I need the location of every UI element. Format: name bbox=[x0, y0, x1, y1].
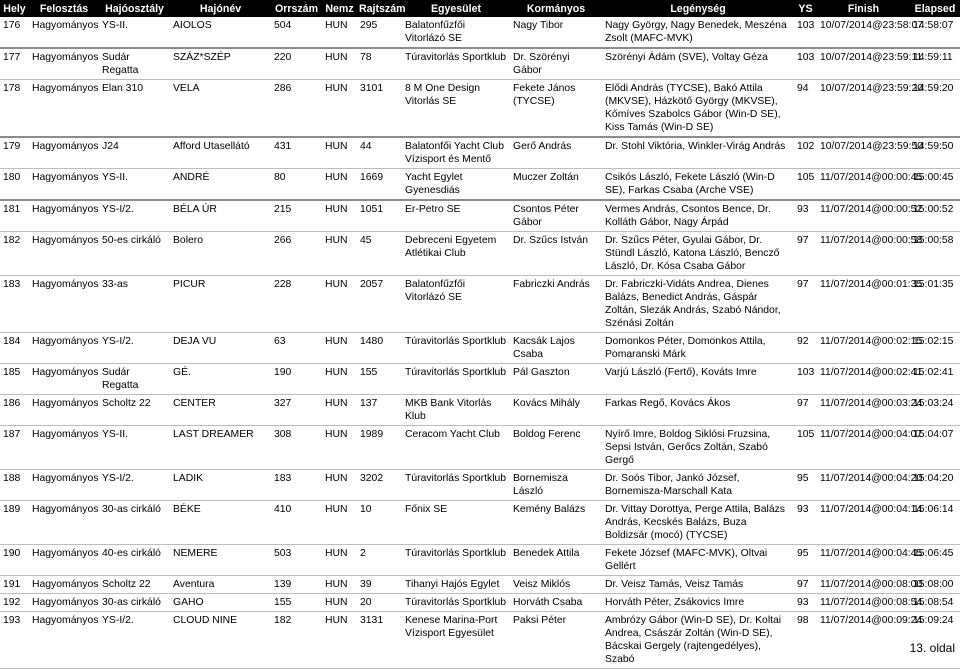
cell-start-number: 3202 bbox=[357, 470, 402, 501]
column-header-club: Egyesület bbox=[402, 0, 510, 17]
cell-crew: Elődi András (TYCSE), Bakó Attila (MKVSE), Házkötő György (MKVSE), Kőmíves Szabolcs Gábor (Win-D SE), Kiss Tamás (Win-D SE) bbox=[602, 80, 794, 138]
cell-boat-name: Afford Utasellátó bbox=[170, 137, 271, 169]
table-row bbox=[0, 17, 960, 48]
cell-boat-class: YS-I/2. bbox=[99, 200, 170, 232]
cell-ys: 103 bbox=[794, 48, 817, 80]
page-number: 13. oldal bbox=[909, 641, 955, 655]
table-row bbox=[0, 137, 960, 169]
cell-crew: Dr. Vittay Dorottya, Perge Attila, Balázs András, Kecskés Balázs, Buza Boldizsár (mocó) (TYCSE) bbox=[602, 501, 794, 545]
cell-crew: Vermes András, Csontos Bence, Dr. Kolláth Gábor, Nagy Árpád bbox=[602, 200, 794, 232]
cell-bow-number: 139 bbox=[271, 576, 322, 594]
table-row bbox=[0, 200, 960, 232]
cell-bow-number: 431 bbox=[271, 137, 322, 169]
cell-finish: 11/07/2014@00:03:24 bbox=[817, 395, 910, 426]
cell-place: 176 bbox=[0, 17, 29, 48]
table-row bbox=[0, 594, 960, 612]
cell-boat-name: DEJA VU bbox=[170, 333, 271, 364]
table-row bbox=[0, 612, 960, 669]
cell-boat-class: 30-as cirkáló bbox=[99, 501, 170, 545]
cell-start-number: 1989 bbox=[357, 426, 402, 470]
cell-division: Hagyományos bbox=[29, 137, 99, 169]
cell-finish: 11/07/2014@00:04:14 bbox=[817, 501, 910, 545]
cell-place: 182 bbox=[0, 232, 29, 276]
column-header-crew: Legénység bbox=[602, 0, 794, 17]
cell-place: 177 bbox=[0, 48, 29, 80]
cell-elapsed: 15:09:24 bbox=[910, 612, 960, 669]
cell-place: 180 bbox=[0, 169, 29, 201]
cell-helmsman: Kacsák Lajos Csaba bbox=[510, 333, 602, 364]
cell-boat-class: YS-II. bbox=[99, 426, 170, 470]
column-header-ys: YS bbox=[794, 0, 817, 17]
cell-elapsed: 14:58:07 bbox=[910, 17, 960, 48]
cell-ys: 92 bbox=[794, 333, 817, 364]
cell-elapsed: 15:04:20 bbox=[910, 470, 960, 501]
cell-start-number: 2 bbox=[357, 545, 402, 576]
cell-helmsman: Dr. Szörényi Gábor bbox=[510, 48, 602, 80]
cell-place: 181 bbox=[0, 200, 29, 232]
cell-elapsed: 15:02:15 bbox=[910, 333, 960, 364]
table-row bbox=[0, 169, 960, 201]
cell-ys: 95 bbox=[794, 545, 817, 576]
cell-division: Hagyományos bbox=[29, 364, 99, 395]
column-header-elapsed: Elapsed bbox=[910, 0, 960, 17]
table-row bbox=[0, 276, 960, 333]
cell-club: Kenese Marina-Port Vízisport Egyesület bbox=[402, 612, 510, 669]
table-row bbox=[0, 232, 960, 276]
table-row bbox=[0, 576, 960, 594]
cell-boat-name: GÉ. bbox=[170, 364, 271, 395]
cell-club: Balatonfűzfői Vitorlázó SE bbox=[402, 17, 510, 48]
cell-crew: Dr. Szűcs Péter, Gyulai Gábor, Dr. Stündl László, Katona László, Bencző László, Dr. Kósa Csaba Gábor bbox=[602, 232, 794, 276]
cell-elapsed: 15:06:14 bbox=[910, 501, 960, 545]
cell-bow-number: 63 bbox=[271, 333, 322, 364]
header-row bbox=[0, 0, 960, 17]
cell-helmsman: Kemény Balázs bbox=[510, 501, 602, 545]
table-row bbox=[0, 80, 960, 138]
cell-bow-number: 220 bbox=[271, 48, 322, 80]
cell-crew: Szörényi Ádám (SVE), Voltay Géza bbox=[602, 48, 794, 80]
cell-club: MKB Bank Vitorlás Klub bbox=[402, 395, 510, 426]
cell-boat-name: BÉKE bbox=[170, 501, 271, 545]
table-row bbox=[0, 48, 960, 80]
cell-place: 192 bbox=[0, 594, 29, 612]
cell-club: Debreceni Egyetem Atlétikai Club bbox=[402, 232, 510, 276]
cell-finish: 10/07/2014@23:59:11 bbox=[817, 48, 910, 80]
cell-nationality: HUN bbox=[322, 364, 357, 395]
cell-start-number: 1669 bbox=[357, 169, 402, 201]
cell-boat-class: YS-I/2. bbox=[99, 333, 170, 364]
cell-finish: 10/07/2014@23:59:50 bbox=[817, 137, 910, 169]
cell-crew: Ambrózy Gábor (Win-D SE), Dr. Koltai Andrea, Császár Zoltán (Win-D SE), Bácskai Gergely (rajtengedélyes), Szabó bbox=[602, 612, 794, 669]
cell-nationality: HUN bbox=[322, 426, 357, 470]
cell-division: Hagyományos bbox=[29, 426, 99, 470]
cell-finish: 11/07/2014@00:01:35 bbox=[817, 276, 910, 333]
cell-helmsman: Kovács Mihály bbox=[510, 395, 602, 426]
cell-nationality: HUN bbox=[322, 470, 357, 501]
column-header-place: Hely bbox=[0, 0, 29, 17]
cell-division: Hagyományos bbox=[29, 200, 99, 232]
cell-start-number: 295 bbox=[357, 17, 402, 48]
cell-place: 178 bbox=[0, 80, 29, 138]
cell-crew: Horváth Péter, Zsákovics Imre bbox=[602, 594, 794, 612]
cell-nationality: HUN bbox=[322, 501, 357, 545]
cell-division: Hagyományos bbox=[29, 612, 99, 669]
cell-elapsed: 15:08:54 bbox=[910, 594, 960, 612]
cell-nationality: HUN bbox=[322, 232, 357, 276]
cell-place: 191 bbox=[0, 576, 29, 594]
cell-boat-name: Bolero bbox=[170, 232, 271, 276]
cell-boat-class: Scholtz 22 bbox=[99, 395, 170, 426]
column-header-start-number: Rajtszám bbox=[357, 0, 402, 17]
cell-helmsman: Dr. Szűcs István bbox=[510, 232, 602, 276]
cell-finish: 11/07/2014@00:02:15 bbox=[817, 333, 910, 364]
cell-helmsman: Muczer Zoltán bbox=[510, 169, 602, 201]
cell-finish: 11/07/2014@00:08:54 bbox=[817, 594, 910, 612]
cell-bow-number: 80 bbox=[271, 169, 322, 201]
cell-division: Hagyományos bbox=[29, 276, 99, 333]
cell-place: 188 bbox=[0, 470, 29, 501]
cell-bow-number: 190 bbox=[271, 364, 322, 395]
cell-crew: Dr. Soós Tibor, Jankó József, Bornemisza-Marschall Kata bbox=[602, 470, 794, 501]
cell-place: 185 bbox=[0, 364, 29, 395]
cell-ys: 97 bbox=[794, 276, 817, 333]
cell-boat-name: NEMERE bbox=[170, 545, 271, 576]
column-header-boat-class: Hajóosztály bbox=[99, 0, 170, 17]
cell-boat-name: GAHO bbox=[170, 594, 271, 612]
cell-place: 179 bbox=[0, 137, 29, 169]
cell-boat-name: CLOUD NINE bbox=[170, 612, 271, 669]
cell-division: Hagyományos bbox=[29, 576, 99, 594]
cell-ys: 97 bbox=[794, 576, 817, 594]
cell-nationality: HUN bbox=[322, 545, 357, 576]
cell-helmsman: Paksi Péter bbox=[510, 612, 602, 669]
cell-boat-name: ANDRÉ bbox=[170, 169, 271, 201]
column-header-nationality: Nemz bbox=[322, 0, 357, 17]
cell-helmsman: Fekete János (TYCSE) bbox=[510, 80, 602, 138]
cell-finish: 10/07/2014@23:59:20 bbox=[817, 80, 910, 138]
cell-crew: Dr. Veisz Tamás, Veisz Tamás bbox=[602, 576, 794, 594]
cell-boat-name: SZÁZ*SZÉP bbox=[170, 48, 271, 80]
cell-helmsman: Pál Gaszton bbox=[510, 364, 602, 395]
cell-place: 184 bbox=[0, 333, 29, 364]
cell-boat-class: YS-II. bbox=[99, 17, 170, 48]
cell-start-number: 44 bbox=[357, 137, 402, 169]
cell-start-number: 78 bbox=[357, 48, 402, 80]
cell-nationality: HUN bbox=[322, 48, 357, 80]
cell-club: Yacht Egylet Gyenesdiás bbox=[402, 169, 510, 201]
cell-boat-class: YS-II. bbox=[99, 169, 170, 201]
cell-division: Hagyományos bbox=[29, 333, 99, 364]
cell-elapsed: 15:04:07 bbox=[910, 426, 960, 470]
table-row bbox=[0, 395, 960, 426]
cell-crew: Csikós László, Fekete László (Win-D SE), Farkas Csaba (Arche VSE) bbox=[602, 169, 794, 201]
cell-start-number: 3101 bbox=[357, 80, 402, 138]
cell-division: Hagyományos bbox=[29, 48, 99, 80]
table-row bbox=[0, 470, 960, 501]
cell-boat-class: 30-as cirkáló bbox=[99, 594, 170, 612]
column-header-boat-name: Hajónév bbox=[170, 0, 271, 17]
cell-nationality: HUN bbox=[322, 137, 357, 169]
table-row bbox=[0, 364, 960, 395]
cell-bow-number: 327 bbox=[271, 395, 322, 426]
cell-club: Tihanyi Hajós Egylet bbox=[402, 576, 510, 594]
cell-club: 8 M One Design Vitorlás SE bbox=[402, 80, 510, 138]
cell-finish: 11/07/2014@00:00:45 bbox=[817, 169, 910, 201]
cell-ys: 103 bbox=[794, 364, 817, 395]
table-body bbox=[0, 17, 960, 669]
cell-boat-name: AIOLOS bbox=[170, 17, 271, 48]
cell-ys: 98 bbox=[794, 612, 817, 669]
table-row bbox=[0, 545, 960, 576]
cell-boat-name: BÉLA ÚR bbox=[170, 200, 271, 232]
cell-ys: 93 bbox=[794, 594, 817, 612]
cell-bow-number: 286 bbox=[271, 80, 322, 138]
cell-division: Hagyományos bbox=[29, 470, 99, 501]
cell-bow-number: 182 bbox=[271, 612, 322, 669]
cell-club: Túravitorlás Sportklub bbox=[402, 470, 510, 501]
cell-nationality: HUN bbox=[322, 576, 357, 594]
column-header-division: Felosztás bbox=[29, 0, 99, 17]
cell-ys: 102 bbox=[794, 137, 817, 169]
cell-crew: Dr. Fabriczki-Vidáts Andrea, Dienes Balázs, Benedict András, Gáspár Zoltán, Slezák András, Szabó Nándor, Szénási Zoltán bbox=[602, 276, 794, 333]
cell-nationality: HUN bbox=[322, 276, 357, 333]
cell-nationality: HUN bbox=[322, 169, 357, 201]
cell-finish: 11/07/2014@00:04:45 bbox=[817, 545, 910, 576]
cell-finish: 11/07/2014@00:08:00 bbox=[817, 576, 910, 594]
cell-elapsed: 15:06:45 bbox=[910, 545, 960, 576]
cell-place: 190 bbox=[0, 545, 29, 576]
cell-bow-number: 155 bbox=[271, 594, 322, 612]
cell-crew: Varjú László (Fertő), Kováts Imre bbox=[602, 364, 794, 395]
cell-boat-class: Scholtz 22 bbox=[99, 576, 170, 594]
cell-helmsman: Benedek Attila bbox=[510, 545, 602, 576]
cell-boat-name: Aventura bbox=[170, 576, 271, 594]
cell-start-number: 10 bbox=[357, 501, 402, 545]
cell-elapsed: 15:01:35 bbox=[910, 276, 960, 333]
cell-club: Túravitorlás Sportklub bbox=[402, 48, 510, 80]
cell-ys: 93 bbox=[794, 200, 817, 232]
cell-nationality: HUN bbox=[322, 333, 357, 364]
cell-nationality: HUN bbox=[322, 80, 357, 138]
cell-finish: 11/07/2014@00:04:20 bbox=[817, 470, 910, 501]
cell-finish: 11/07/2014@00:00:58 bbox=[817, 232, 910, 276]
cell-helmsman: Horváth Csaba bbox=[510, 594, 602, 612]
cell-start-number: 2057 bbox=[357, 276, 402, 333]
cell-ys: 97 bbox=[794, 395, 817, 426]
cell-nationality: HUN bbox=[322, 17, 357, 48]
cell-boat-name: PICUR bbox=[170, 276, 271, 333]
cell-boat-class: J24 bbox=[99, 137, 170, 169]
cell-start-number: 45 bbox=[357, 232, 402, 276]
cell-ys: 97 bbox=[794, 232, 817, 276]
cell-boat-class: 40-es cirkáló bbox=[99, 545, 170, 576]
cell-crew: Dr. Stohl Viktória, Winkler-Virág András bbox=[602, 137, 794, 169]
cell-elapsed: 14:59:20 bbox=[910, 80, 960, 138]
cell-boat-name: LADIK bbox=[170, 470, 271, 501]
cell-club: Főnix SE bbox=[402, 501, 510, 545]
cell-place: 193 bbox=[0, 612, 29, 669]
cell-club: Er-Petro SE bbox=[402, 200, 510, 232]
cell-bow-number: 503 bbox=[271, 545, 322, 576]
table-row bbox=[0, 333, 960, 364]
cell-start-number: 1051 bbox=[357, 200, 402, 232]
column-header-finish: Finish bbox=[817, 0, 910, 17]
cell-finish: 11/07/2014@00:00:52 bbox=[817, 200, 910, 232]
cell-finish: 11/07/2014@00:09:24 bbox=[817, 612, 910, 669]
column-header-helmsman: Kormányos bbox=[510, 0, 602, 17]
cell-boat-name: VELA bbox=[170, 80, 271, 138]
cell-club: Túravitorlás Sportklub bbox=[402, 333, 510, 364]
cell-helmsman: Fabriczki András bbox=[510, 276, 602, 333]
cell-boat-name: LAST DREAMER bbox=[170, 426, 271, 470]
cell-boat-class: YS-I/2. bbox=[99, 612, 170, 669]
cell-club: Túravitorlás Sportklub bbox=[402, 594, 510, 612]
column-header-bow-number: Orrszám bbox=[271, 0, 322, 17]
cell-helmsman: Veisz Miklós bbox=[510, 576, 602, 594]
cell-division: Hagyományos bbox=[29, 169, 99, 201]
cell-division: Hagyományos bbox=[29, 545, 99, 576]
cell-elapsed: 15:03:24 bbox=[910, 395, 960, 426]
cell-ys: 93 bbox=[794, 501, 817, 545]
cell-finish: 10/07/2014@23:58:07 bbox=[817, 17, 910, 48]
table-row bbox=[0, 426, 960, 470]
cell-place: 186 bbox=[0, 395, 29, 426]
cell-division: Hagyományos bbox=[29, 395, 99, 426]
cell-ys: 105 bbox=[794, 426, 817, 470]
cell-club: Túravitorlás Sportklub bbox=[402, 545, 510, 576]
cell-bow-number: 183 bbox=[271, 470, 322, 501]
cell-crew: Domonkos Péter, Domonkos Attila, Pomaranski Márk bbox=[602, 333, 794, 364]
cell-elapsed: 15:02:41 bbox=[910, 364, 960, 395]
cell-division: Hagyományos bbox=[29, 501, 99, 545]
cell-ys: 105 bbox=[794, 169, 817, 201]
cell-division: Hagyományos bbox=[29, 17, 99, 48]
cell-nationality: HUN bbox=[322, 395, 357, 426]
cell-bow-number: 266 bbox=[271, 232, 322, 276]
cell-start-number: 137 bbox=[357, 395, 402, 426]
cell-elapsed: 14:59:11 bbox=[910, 48, 960, 80]
cell-finish: 11/07/2014@00:02:41 bbox=[817, 364, 910, 395]
cell-nationality: HUN bbox=[322, 200, 357, 232]
cell-bow-number: 410 bbox=[271, 501, 322, 545]
cell-place: 183 bbox=[0, 276, 29, 333]
cell-bow-number: 228 bbox=[271, 276, 322, 333]
cell-boat-class: 33-as bbox=[99, 276, 170, 333]
cell-division: Hagyományos bbox=[29, 594, 99, 612]
cell-place: 189 bbox=[0, 501, 29, 545]
cell-bow-number: 308 bbox=[271, 426, 322, 470]
cell-boat-class: Elan 310 bbox=[99, 80, 170, 138]
cell-ys: 94 bbox=[794, 80, 817, 138]
cell-club: Balatonfűzfői Vitorlázó SE bbox=[402, 276, 510, 333]
cell-elapsed: 14:59:50 bbox=[910, 137, 960, 169]
cell-crew: Nyírő Imre, Boldog Siklósi Fruzsina, Sepsi István, Gerőcs Zoltán, Szabó Gergő bbox=[602, 426, 794, 470]
cell-helmsman: Bornemisza László bbox=[510, 470, 602, 501]
cell-boat-name: CENTER bbox=[170, 395, 271, 426]
cell-nationality: HUN bbox=[322, 594, 357, 612]
cell-ys: 103 bbox=[794, 17, 817, 48]
cell-nationality: HUN bbox=[322, 612, 357, 669]
cell-crew: Nagy György, Nagy Benedek, Meszéna Zsolt (MAFC-MVK) bbox=[602, 17, 794, 48]
cell-place: 187 bbox=[0, 426, 29, 470]
cell-club: Ceracom Yacht Club bbox=[402, 426, 510, 470]
cell-elapsed: 15:00:45 bbox=[910, 169, 960, 201]
cell-helmsman: Boldog Ferenc bbox=[510, 426, 602, 470]
cell-crew: Farkas Regő, Kovács Ákos bbox=[602, 395, 794, 426]
cell-division: Hagyományos bbox=[29, 232, 99, 276]
cell-start-number: 39 bbox=[357, 576, 402, 594]
cell-finish: 11/07/2014@00:04:07 bbox=[817, 426, 910, 470]
cell-club: Túravitorlás Sportklub bbox=[402, 364, 510, 395]
cell-helmsman: Nagy Tibor bbox=[510, 17, 602, 48]
cell-elapsed: 15:00:52 bbox=[910, 200, 960, 232]
cell-division: Hagyományos bbox=[29, 80, 99, 138]
cell-crew: Fekete József (MAFC-MVK), Oltvai Gellért bbox=[602, 545, 794, 576]
table-row bbox=[0, 501, 960, 545]
cell-elapsed: 15:08:00 bbox=[910, 576, 960, 594]
cell-boat-class: YS-I/2. bbox=[99, 470, 170, 501]
cell-elapsed: 15:00:58 bbox=[910, 232, 960, 276]
cell-club: Balatonfői Yacht Club Vízisport és Mentő bbox=[402, 137, 510, 169]
cell-start-number: 20 bbox=[357, 594, 402, 612]
cell-boat-class: 50-es cirkáló bbox=[99, 232, 170, 276]
cell-boat-class: Sudár Regatta bbox=[99, 364, 170, 395]
cell-boat-class: Sudár Regatta bbox=[99, 48, 170, 80]
cell-bow-number: 504 bbox=[271, 17, 322, 48]
cell-helmsman: Csontos Péter Gábor bbox=[510, 200, 602, 232]
cell-start-number: 155 bbox=[357, 364, 402, 395]
cell-start-number: 3131 bbox=[357, 612, 402, 669]
cell-bow-number: 215 bbox=[271, 200, 322, 232]
cell-helmsman: Gerő András bbox=[510, 137, 602, 169]
cell-ys: 95 bbox=[794, 470, 817, 501]
cell-start-number: 1480 bbox=[357, 333, 402, 364]
